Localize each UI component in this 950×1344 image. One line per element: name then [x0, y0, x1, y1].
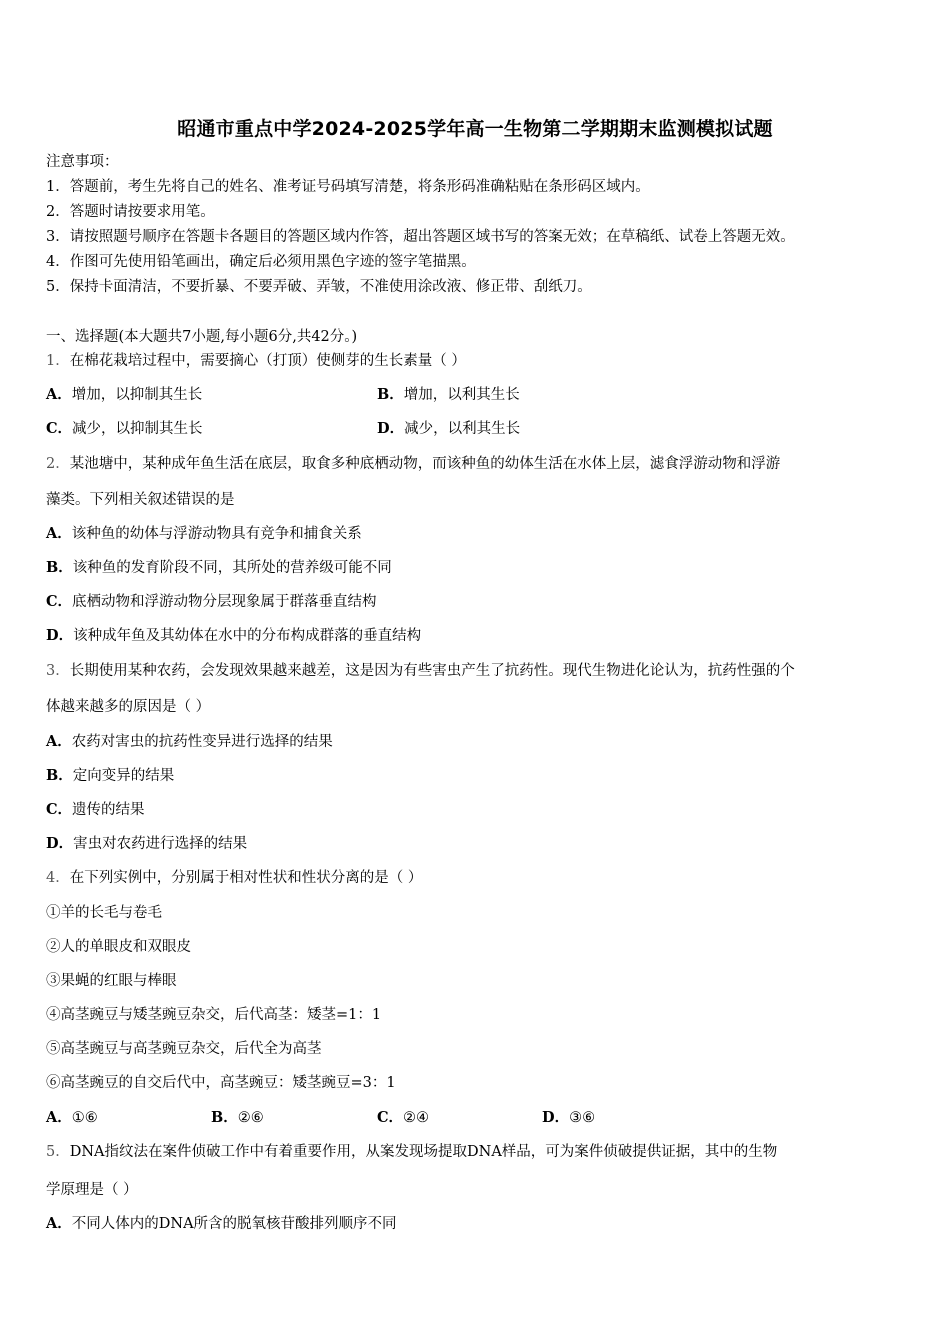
option-c [46, 592, 377, 612]
question-stem: 在下列实例中，分别属于相对性状和性状分离的是（ ） [69, 870, 423, 886]
list-item: ⑥高茎豌豆的自交后代中，高茎豌豆：矮茎豌豆=3：1 [46, 1075, 396, 1091]
option-text: 该种成年鱼及其幼体在水中的分布构成群落的垂直结构 [73, 628, 422, 644]
option-label: A． [46, 525, 72, 542]
list-item: ②人的单眼皮和双眼皮 [46, 939, 191, 955]
option-a [46, 732, 333, 752]
option-text: ③⑥ [569, 1110, 596, 1126]
notice-item: 4．作图可先使用铅笔画出，确定后必须用黑色字迹的签字笔描黑。 [46, 254, 476, 270]
question-stem-continued: 学原理是（ ） [46, 1182, 138, 1198]
option-text: 不同人体内的DNA所含的脱氧核苷酸排列顺序不同 [71, 1216, 397, 1232]
option-text: 该种鱼的发育阶段不同，其所处的营养级可能不同 [72, 560, 392, 576]
option-text: 增加，以抑制其生长 [71, 387, 203, 403]
question-5 [46, 1142, 777, 1162]
question-2 [46, 454, 780, 474]
question-number: 2． [46, 456, 70, 472]
option-b [211, 1108, 264, 1128]
option-label: C． [46, 593, 73, 610]
question-stem-continued: 藻类。下列相关叙述错误的是 [46, 492, 235, 508]
option-text: ②④ [403, 1110, 430, 1126]
option-label: D． [46, 835, 74, 852]
option-b [46, 766, 174, 786]
option-label: D． [46, 627, 74, 644]
option-label: D． [377, 420, 405, 437]
option-text: 减少，以利其生长 [404, 421, 521, 437]
section-heading: 一、选择题(本大题共7小题,每小题6分,共42分。) [46, 329, 358, 345]
option-label: B． [46, 559, 73, 576]
option-text: ①⑥ [71, 1110, 98, 1126]
option-d [46, 626, 421, 646]
question-number: 3． [46, 663, 70, 679]
question-stem: 长期使用某种农药，会发现效果越来越差，这是因为有些害虫产生了抗药性。现代生物进化论认为，抗药性强的个 [69, 663, 795, 679]
option-b [377, 385, 520, 405]
question-1 [46, 351, 466, 371]
list-item: ③果蝇的红眼与棒眼 [46, 973, 177, 989]
option-text: 该种鱼的幼体与浮游动物具有竞争和捕食关系 [71, 526, 362, 542]
option-label: A． [46, 1215, 72, 1232]
question-stem: DNA指纹法在案件侦破工作中有着重要作用，从案发现场提取DNA样品，可为案件侦破提供证据，其中的生物 [69, 1144, 778, 1160]
question-4 [46, 868, 422, 888]
option-label: B． [211, 1109, 238, 1126]
option-text: 农药对害虫的抗药性变异进行选择的结果 [71, 734, 333, 750]
option-c [46, 800, 145, 820]
list-item: ④高茎豌豆与矮茎豌豆杂交，后代高茎：矮茎=1：1 [46, 1007, 382, 1023]
question-number: 5． [46, 1144, 70, 1160]
option-b [46, 558, 392, 578]
option-label: A． [46, 1109, 72, 1126]
option-c [377, 1108, 429, 1128]
option-label: D． [542, 1109, 570, 1126]
option-label: C． [377, 1109, 404, 1126]
list-item: ①羊的长毛与卷毛 [46, 905, 162, 921]
option-text: 增加，以利其生长 [403, 387, 520, 403]
option-label: A． [46, 386, 72, 403]
notice-item: 2．答题时请按要求用笔。 [46, 204, 215, 220]
question-number: 1． [46, 353, 70, 369]
page-title: 昭通市重点中学2024-2025学年高一生物第二学期期末监测模拟试题 [177, 118, 773, 140]
option-label: B． [46, 767, 73, 784]
question-stem-continued: 体越来越多的原因是（ ） [46, 699, 211, 715]
option-text: 遗传的结果 [72, 802, 145, 818]
option-a [46, 1214, 397, 1234]
notice-item: 1．答题前，考生先将自己的姓名、准考证号码填写清楚，将条形码准确粘贴在条形码区域内。 [46, 179, 650, 195]
notice-heading: 注意事项： [46, 154, 119, 170]
option-a [46, 524, 362, 544]
option-text: 定向变异的结果 [72, 768, 175, 784]
option-label: A． [46, 733, 72, 750]
option-d [377, 419, 520, 439]
option-a [46, 1108, 98, 1128]
notice-item: 5．保持卡面清洁，不要折暴、不要弄破、弄皱，不准使用涂改液、修正带、刮纸刀。 [46, 279, 592, 295]
option-label: C． [46, 801, 73, 818]
option-text: 减少，以抑制其生长 [72, 421, 203, 437]
option-label: C． [46, 420, 73, 437]
option-d [46, 834, 247, 854]
option-c [46, 419, 203, 439]
option-d [542, 1108, 595, 1128]
question-stem: 某池塘中，某种成年鱼生活在底层，取食多种底栖动物，而该种鱼的幼体生活在水体上层，滤食浮游动物和浮游 [69, 456, 781, 472]
option-label: B． [377, 386, 404, 403]
option-text: 底栖动物和浮游动物分层现象属于群落垂直结构 [72, 594, 377, 610]
option-text: 害虫对农药进行选择的结果 [73, 836, 248, 852]
question-stem: 在棉花栽培过程中，需要摘心（打顶）使侧芽的生长素量（ ） [69, 353, 466, 369]
notice-item: 3．请按照题号顺序在答题卡各题目的答题区域内作答，超出答题区域书写的答案无效；在草稿纸、试卷上答题无效。 [46, 229, 795, 245]
option-text: ②⑥ [237, 1110, 264, 1126]
option-a [46, 385, 202, 405]
list-item: ⑤高茎豌豆与高茎豌豆杂交，后代全为高茎 [46, 1041, 322, 1057]
question-number: 4． [46, 870, 70, 886]
question-3 [46, 661, 795, 681]
